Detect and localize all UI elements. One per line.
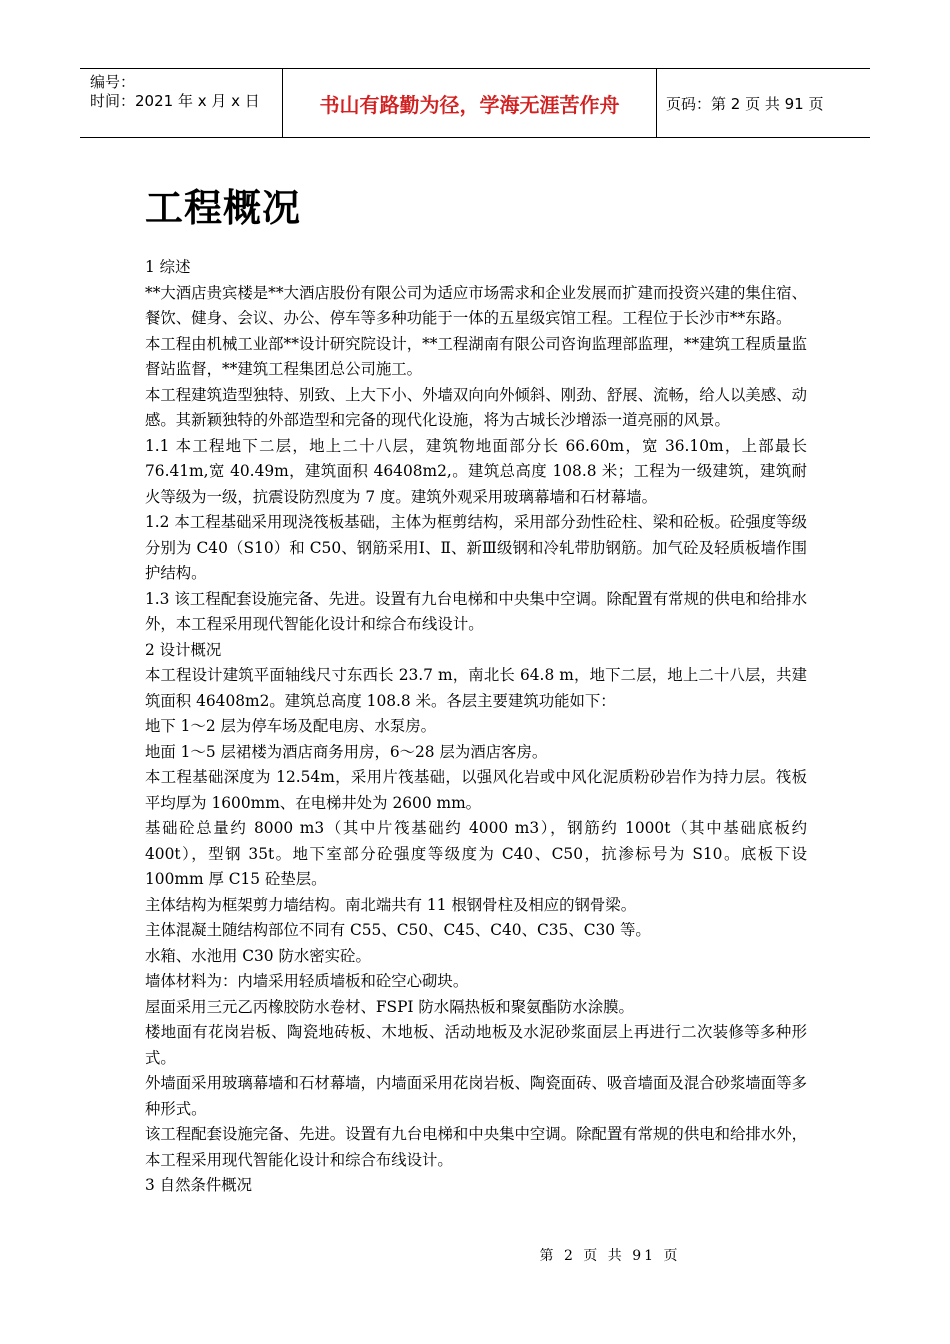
paragraph: 本工程基础深度为 12.54m，采用片筏基础，以强风化岩或中风化泥质粉砂岩作为持力层。筏板平均厚为 1600mm、在电梯井处为 2600 mm。 (145, 768, 807, 812)
paragraph: 本工程由机械工业部**设计研究院设计，**工程湖南有限公司咨询监理部监理，**建筑工程质量监督站监督，**建筑工程集团总公司施工。 (145, 334, 807, 378)
paragraph: 本工程建筑造型独特、别致、上大下小、外墙双向向外倾斜、刚劲、舒展、流畅，给人以美感、动感。其新颖独特的外部造型和完备的现代化设施，将为古城长沙增添一道亮丽的风景。 (145, 385, 807, 429)
paragraph: 楼地面有花岗岩板、陶瓷地砖板、木地板、活动地板及水泥砂浆面层上再进行二次装修等多种形式。 (145, 1023, 807, 1067)
document-body (145, 255, 807, 1199)
paragraph: 墙体材料为：内墙采用轻质墙板和砼空心砌块。 (145, 972, 469, 990)
paragraph: 屋面采用三元乙丙橡胶防水卷材、FSPI 防水隔热板和聚氨酯防水涂膜。 (145, 997, 634, 1016)
paragraph: 基础砼总量约 8000 m3（其中片筏基础约 4000 m3），钢筋约 1000t（其中基础底板约 400t），型钢 35t。地下室部分砼强度等级度为 C40、C50，抗渗标号为 S10。底板下设 100mm 厚 C15 砼垫层。 (145, 819, 807, 888)
header-meta (90, 73, 285, 111)
paragraph: **大酒店贵宾楼是**大酒店股份有限公司为适应市场需求和企业发展而扩建而投资兴建的集住宿、餐饮、健身、会议、办公、停车等多种功能于一体的五星级宾馆工程。工程位于长沙市**东路。 (145, 283, 807, 327)
paragraph: 该工程配套设施完备、先进。设置有九台电梯和中央集中空调。除配置有常规的供电和给排水外，本工程采用现代智能化设计和综合布线设计。 (145, 1125, 807, 1169)
paragraph: 1.3 该工程配套设施完备、先进。设置有九台电梯和中央集中空调。除配置有常规的供电和给排水外，本工程采用现代智能化设计和综合布线设计。 (145, 589, 807, 633)
paragraph: 地下 1～2 层为停车场及配电房、水泵房。 (145, 717, 437, 735)
section-heading: 1 综述 (145, 258, 191, 276)
paragraph: 主体结构为框架剪力墙结构。南北端共有 11 根钢骨柱及相应的钢骨梁。 (145, 895, 637, 914)
header-motto: 书山有路勤为径，学海无涯苦作舟 (319, 92, 620, 117)
page-footer: 第 2 页 共 91 页 (539, 1248, 681, 1264)
paragraph: 地面 1～5 层裙楼为酒店商务用房，6～28 层为酒店客房。 (145, 742, 548, 761)
paragraph: 1.2 本工程基础采用现浇筏板基础，主体为框剪结构，采用部分劲性砼柱、梁和砼板。砼强度等级分别为 C40（S10）和 C50、钢筋采用Ⅰ、Ⅱ、新Ⅲ级钢和冷轧带肋钢筋。加气砼及轻质板墙作围护结构。 (145, 513, 807, 582)
section-heading: 3 自然条件概况 (145, 1176, 253, 1194)
page-header (80, 68, 870, 138)
paragraph: 水箱、水池用 C30 防水密实砼。 (145, 946, 371, 965)
paragraph: 主体混凝土随结构部位不同有 C55、C50、C45、C40、C35、C30 等。 (145, 921, 651, 939)
section-heading: 2 设计概况 (145, 640, 222, 659)
header-divider (656, 69, 657, 137)
paragraph: 本工程设计建筑平面轴线尺寸东西长 23.7 m，南北长 64.8 m，地下二层，地上二十八层，共建筑面积 46408m2。建筑总高度 108.8 米。各层主要建筑功能如下： (145, 666, 807, 710)
document-number-label: 编号： (90, 73, 136, 91)
page-title: 工程概况 (145, 186, 302, 230)
document-date: 时间：2021 年 x 月 x 日 (90, 92, 260, 110)
header-page-info: 页码：第 2 页 共 91 页 (666, 94, 824, 113)
paragraph: 外墙面采用玻璃幕墙和石材幕墙，内墙面采用花岗岩板、陶瓷面砖、吸音墙面及混合砂浆墙面等多种形式。 (145, 1074, 807, 1118)
paragraph: 1.1 本工程地下二层，地上二十八层，建筑物地面部分长 66.60m，宽 36.10m，上部最长 76.41m,宽 40.49m，建筑面积 46408m2,。建筑总高度 108.8 米；工程为一级建筑，建筑耐火等级为一级，抗震设防烈度为 7 度。建筑外观采用玻璃幕墙和石材幕墙。 (145, 436, 807, 506)
